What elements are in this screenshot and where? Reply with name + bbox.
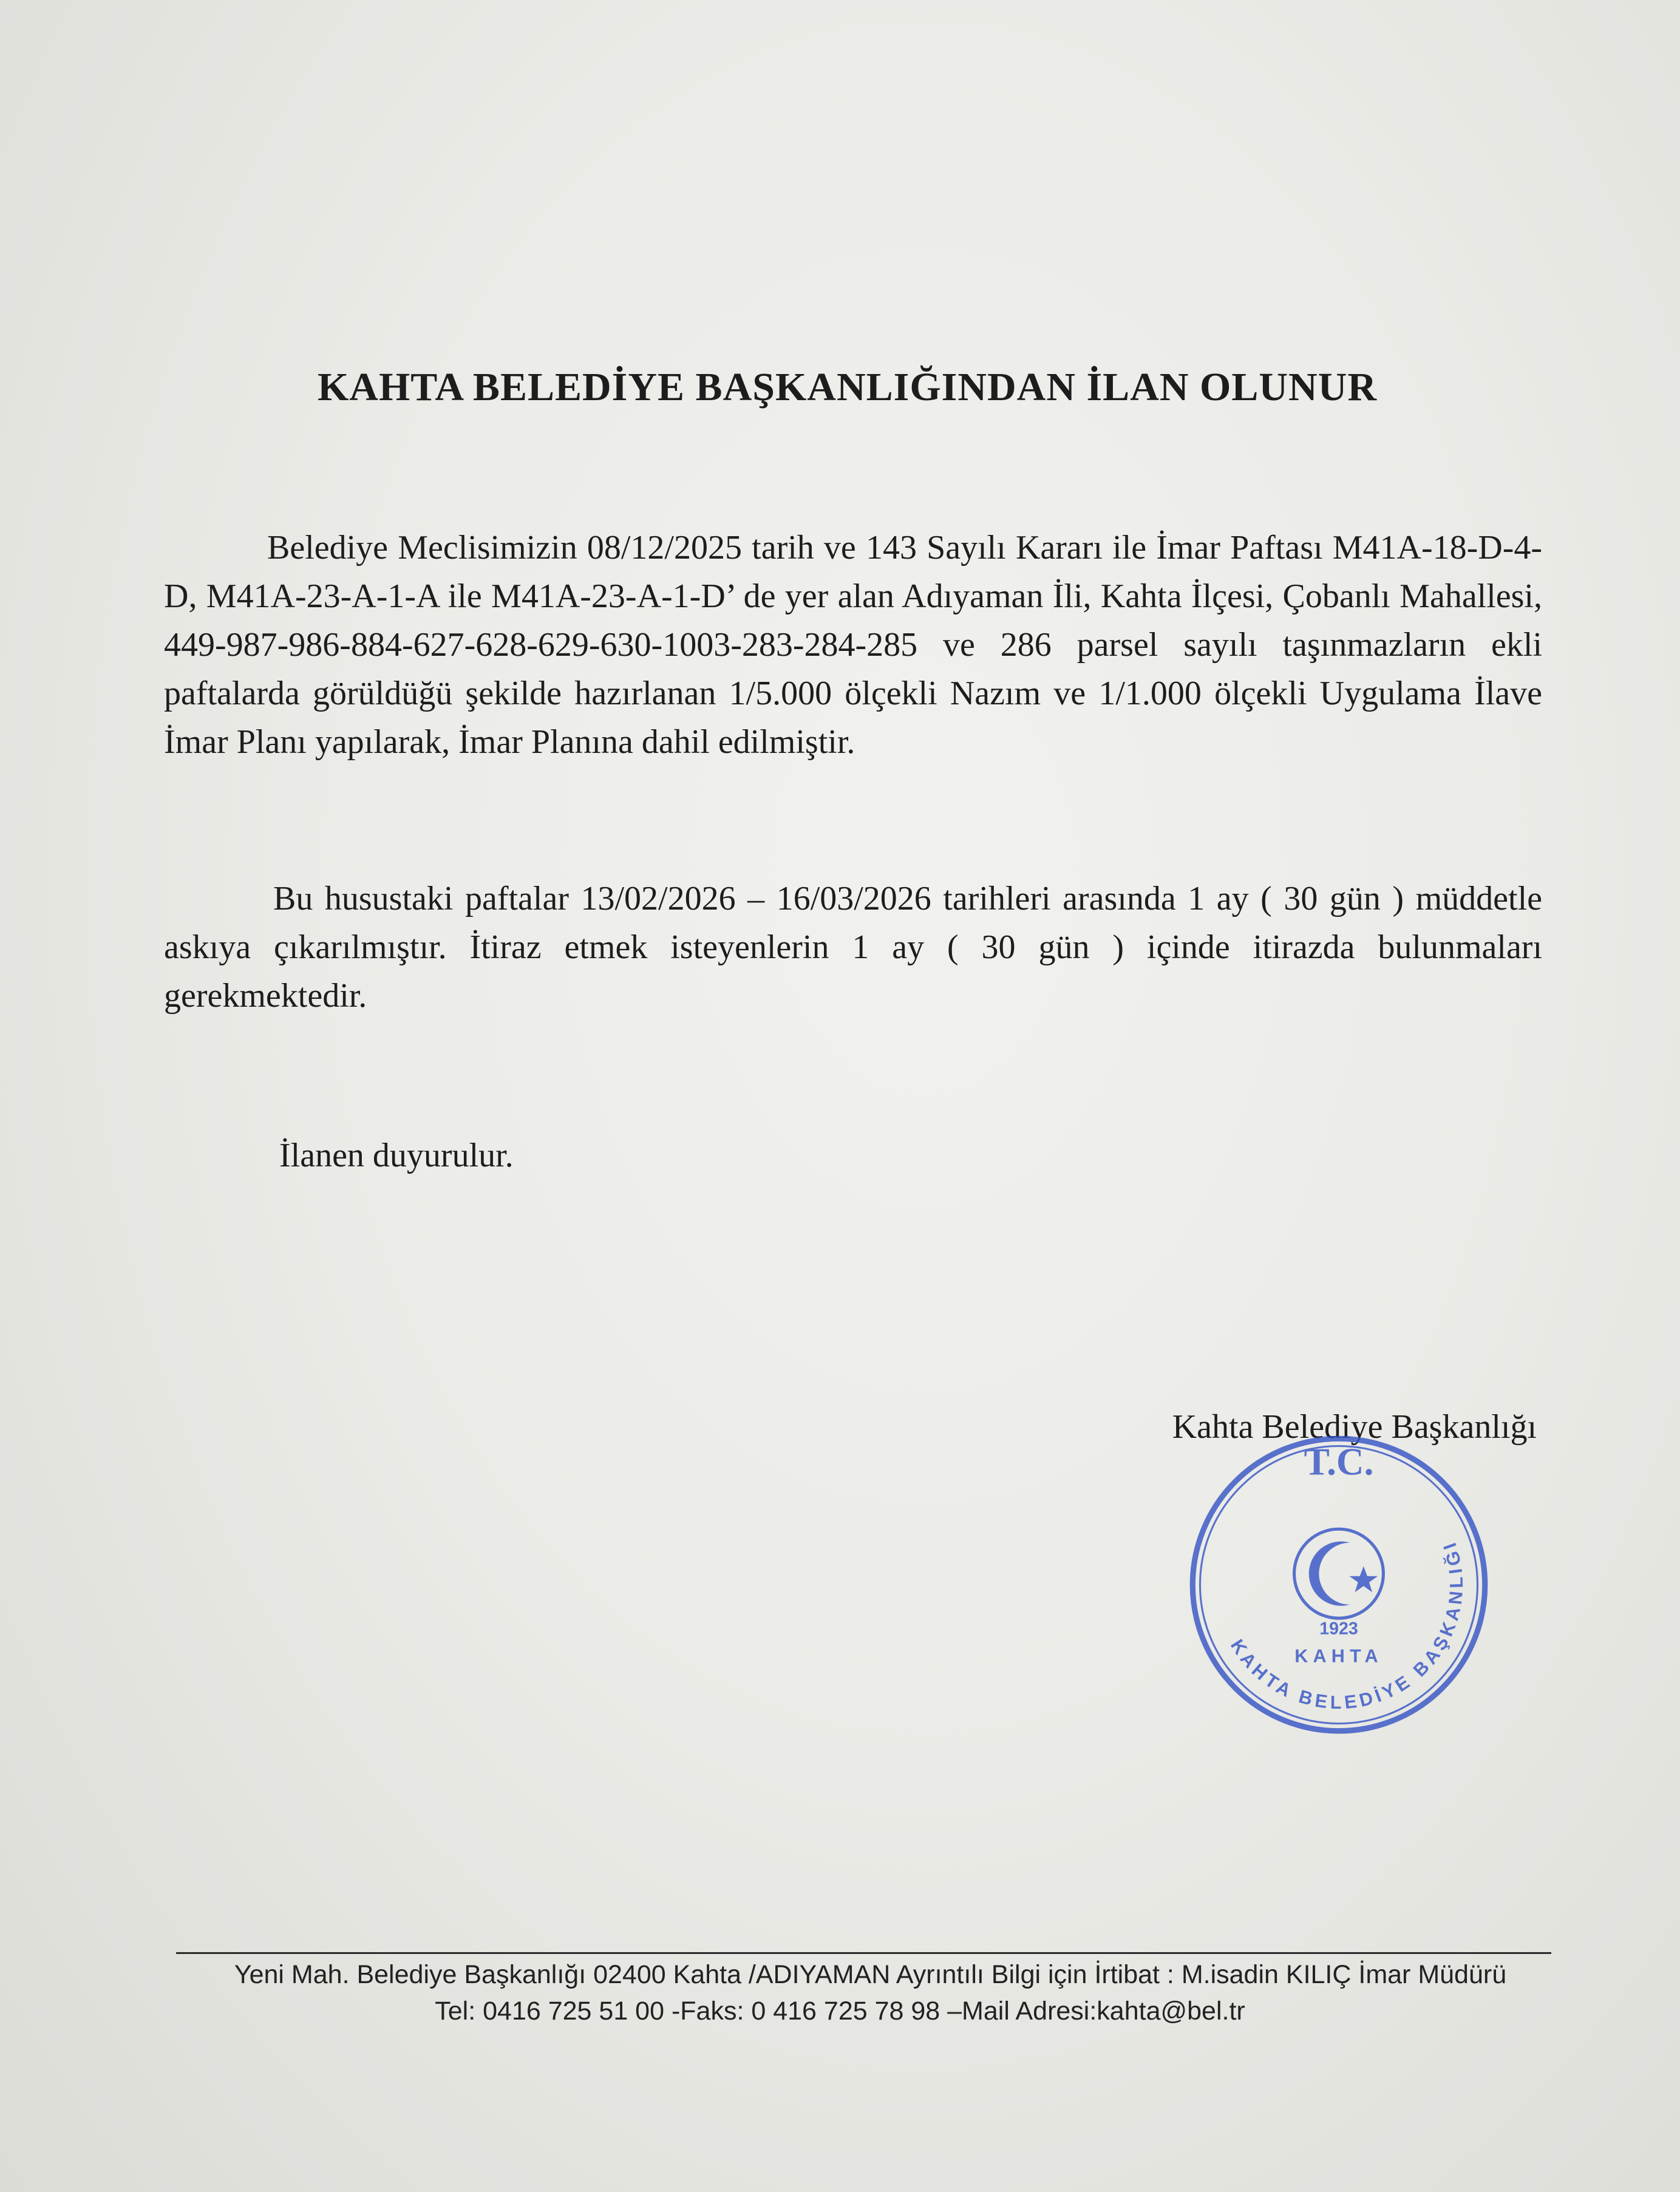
paragraph-announcement: Belediye Meclisimizin 08/12/2025 tarih ve 143 Sayılı Kararı ile İmar Paftası M41A-18-D-4-D, M41A-23-A-1-A ile M41A-23-A-1-D’ de yer alan Adıyaman İli, Kahta İlçesi, Çobanlı Mahallesi, 449-987-986-884-627-628-629-630-1003-283-284-285 ve 286 parsel sayılı taşınmazların ekli paftalarda görüldüğü şekilde hazırlanan 1/5.000 ölçekli Nazım ve 1/1.000 ölçekli Uygulama İlave İmar Planı yapılarak, İmar Planına dahil edilmiştir. <box>164 529 1542 761</box>
official-seal-stamp <box>1184 1430 1494 1740</box>
footer-contact: Tel: 0416 725 51 00 -Faks: 0 416 725 78 98 –Mail Adresi:kahta@bel.tr <box>435 1996 1245 2026</box>
signature-authority: Kahta Belediye Başkanlığı <box>1172 1408 1537 1446</box>
seal-top-text: T.C. <box>1304 1440 1374 1483</box>
footer-address: Yeni Mah. Belediye Başkanlığı 02400 Kahta /ADIYAMAN Ayrıntılı Bilgi için İrtibat : M.isadin KILIÇ İmar Müdürü <box>234 1960 1507 1989</box>
document-title: KAHTA BELEDİYE BAŞKANLIĞINDAN İLAN OLUNUR <box>317 365 1378 409</box>
seal-ring-text: KAHTA BELEDİYE BAŞKANLIĞI <box>1226 1536 1467 1714</box>
footer-divider <box>176 1952 1551 1954</box>
seal-center-text: KAHTA <box>1294 1646 1383 1667</box>
paragraph-objection-period: Bu husustaki paftalar 13/02/2026 – 16/03/2026 tarihleri arasında 1 ay ( 30 gün ) müddetle askıya çıkarılmıştır. İtiraz etmek isteyenlerin 1 ay ( 30 gün ) içinde itirazda bulunmaları gerekmektedir. <box>164 880 1542 1015</box>
seal-year: 1923 <box>1319 1619 1358 1639</box>
paragraph-closing: İlanen duyurulur. <box>279 1137 514 1174</box>
crescent-star-icon <box>1309 1542 1378 1606</box>
